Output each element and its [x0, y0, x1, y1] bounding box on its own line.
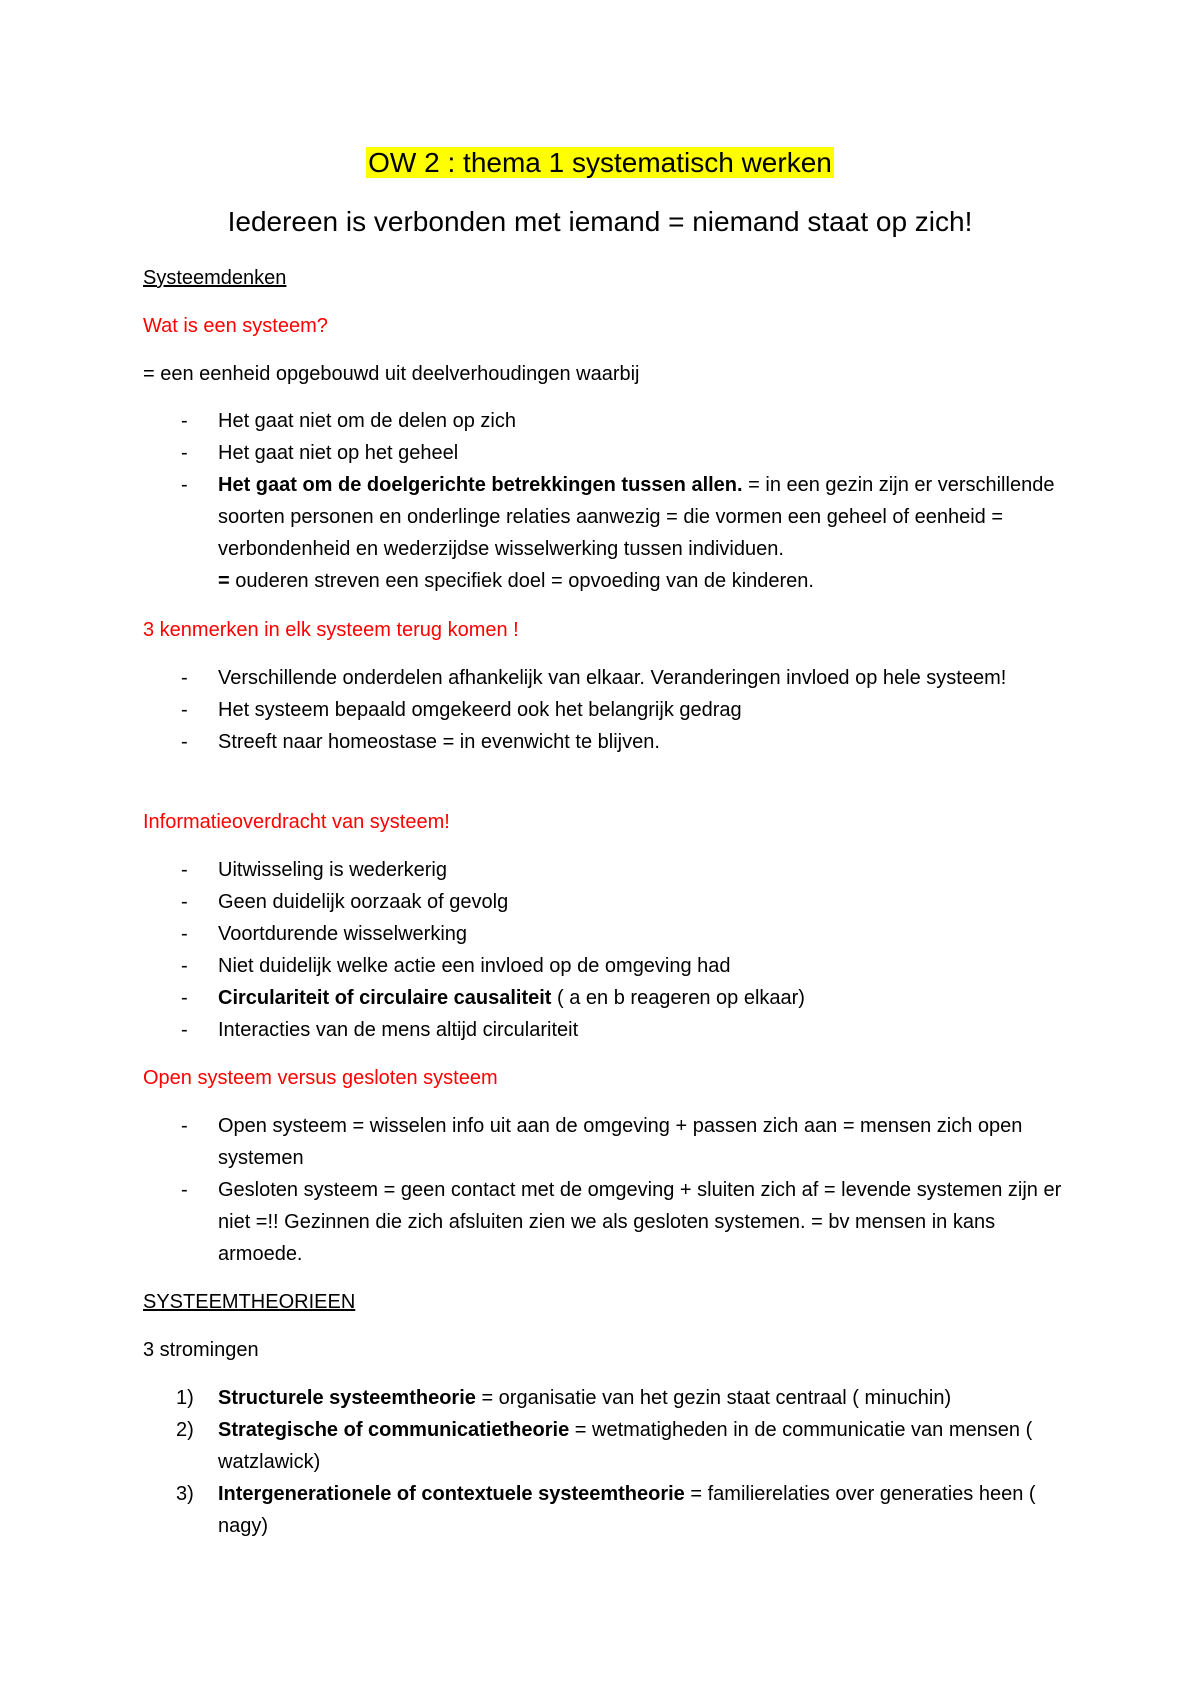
- list-item-text: Open systeem = wisselen info uit aan de omgeving + passen zich aan = mensen zich open systemen: [218, 1115, 1023, 1169]
- page-subtitle: Iedereen is verbonden met iemand = niemand staat op zich!: [227, 206, 973, 237]
- list-number: 1): [176, 1387, 194, 1409]
- list-item: [143, 469, 1063, 597]
- bullet-marker: -: [181, 442, 188, 464]
- list-item: [143, 437, 1063, 469]
- list-open-gesloten: [143, 1110, 1063, 1270]
- heading-systeemtheorieen: SYSTEEMTHEORIEEN: [143, 1291, 356, 1313]
- title-block: [0, 146, 1200, 180]
- list-item: [143, 405, 1063, 437]
- list-item-text: Het gaat niet om de delen op zich: [218, 410, 516, 432]
- bullet-marker: -: [181, 731, 188, 753]
- list-item: [143, 694, 1063, 726]
- list-item: [143, 1414, 1063, 1478]
- heading-wat-is-een-systeem: Wat is een systeem?: [143, 315, 328, 337]
- list-item: [143, 1382, 1063, 1414]
- list-item-bold: Strategische of communicatietheorie: [218, 1419, 570, 1441]
- list-item-text: = wetmatigheden in de communicatie van mensen ( watzlawick): [218, 1419, 1033, 1473]
- list-item: [143, 726, 1063, 758]
- stromingen-label: 3 stromingen: [143, 1339, 259, 1361]
- heading-kenmerken: 3 kenmerken in elk systeem terug komen !: [143, 619, 519, 641]
- list-item: [143, 1174, 1063, 1270]
- list-item-text: = organisatie van het gezin staat centraal ( minuchin): [475, 1387, 952, 1409]
- heading-systeemdenken: Systeemdenken: [143, 267, 287, 289]
- bullet-marker: -: [181, 474, 188, 496]
- list-item: [143, 886, 1063, 918]
- list-item-text: Verschillende onderdelen afhankelijk van elkaar. Veranderingen invloed op hele systeem!: [218, 667, 1007, 689]
- heading-informatieoverdracht: Informatieoverdracht van systeem!: [143, 811, 450, 833]
- bullet-marker: -: [181, 923, 188, 945]
- list-item-text: ( a en b reageren op elkaar): [551, 987, 805, 1009]
- bullet-marker: -: [181, 699, 188, 721]
- heading-open-vs-gesloten: Open systeem versus gesloten systeem: [143, 1067, 498, 1089]
- definition-text: = een eenheid opgebouwd uit deelverhoudingen waarbij: [143, 363, 640, 385]
- list-item-text: Uitwisseling is wederkerig: [218, 859, 447, 881]
- bullet-marker: -: [181, 859, 188, 881]
- list-systeem-kenmerken: [143, 405, 1063, 597]
- list-drie-kenmerken: [143, 662, 1063, 758]
- bullet-marker: -: [181, 955, 188, 977]
- list-item-text: Niet duidelijk welke actie een invloed op de omgeving had: [218, 955, 731, 977]
- list-item-text: Streeft naar homeostase = in evenwicht te blijven.: [218, 731, 660, 753]
- list-informatieoverdracht: [143, 854, 1063, 1046]
- list-item-text: = familierelaties over generaties heen ( nagy): [218, 1483, 1036, 1537]
- list-item-text: Gesloten systeem = geen contact met de omgeving + sluiten zich af = levende systemen zijn er niet =!! Gezinnen die zich afsluiten zien we als gesloten systemen. = bv mensen in kans armoede.: [218, 1179, 1062, 1265]
- bullet-marker: -: [181, 667, 188, 689]
- list-item: [143, 1478, 1063, 1542]
- list-item-text: Geen duidelijk oorzaak of gevolg: [218, 891, 509, 913]
- list-item: [143, 918, 1063, 950]
- list-item-bold: Circulariteit of circulaire causaliteit: [218, 987, 552, 1009]
- list-item-bold: Intergenerationele of contextuele systeemtheorie: [218, 1483, 685, 1505]
- bullet-marker: -: [181, 987, 188, 1009]
- list-number: 3): [176, 1483, 194, 1505]
- list-item-text: = in een gezin zijn er verschillende soorten personen en onderlinge relaties aanwezig = die vormen een geheel of eenheid = verbondenheid en wederzijdse wisselwerking tussen individuen.: [218, 474, 1055, 560]
- list-stromingen: [143, 1382, 1063, 1542]
- list-item: [143, 1014, 1063, 1046]
- bullet-marker: -: [181, 1179, 188, 1201]
- list-item: [143, 854, 1063, 886]
- bullet-marker: -: [181, 1115, 188, 1137]
- bullet-marker: -: [181, 1019, 188, 1041]
- list-item: [143, 982, 1063, 1014]
- list-item-bold: =: [218, 570, 230, 592]
- list-item-text: Interacties van de mens altijd circulariteit: [218, 1019, 579, 1041]
- list-item: [143, 950, 1063, 982]
- list-number: 2): [176, 1419, 194, 1441]
- list-item: [143, 1110, 1063, 1174]
- page-title: OW 2 : thema 1 systematisch werken: [368, 147, 832, 178]
- list-item-text: Het gaat niet op het geheel: [218, 442, 459, 464]
- bullet-marker: -: [181, 410, 188, 432]
- list-item-text: Het systeem bepaald omgekeerd ook het belangrijk gedrag: [218, 699, 742, 721]
- list-item: [143, 662, 1063, 694]
- bullet-marker: -: [181, 891, 188, 913]
- list-item-bold: Structurele systeemtheorie: [218, 1387, 476, 1409]
- list-item-text: ouderen streven een specifiek doel = opvoeding van de kinderen.: [229, 570, 814, 592]
- list-item-text: Voortdurende wisselwerking: [218, 923, 468, 945]
- list-item-bold: Het gaat om de doelgerichte betrekkingen tussen allen.: [218, 474, 743, 496]
